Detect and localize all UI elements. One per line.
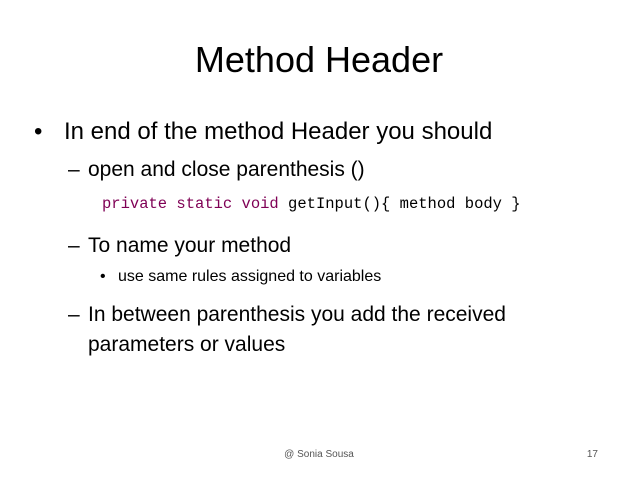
sub-item-text: open and close parenthesis () [88,158,365,181]
page-number: 17 [586,449,598,460]
slide-title: Method Header [194,39,444,80]
code-example [102,193,521,215]
bullet-marker: • [100,268,106,285]
footer-author: @ Sonia Sousa [284,449,354,460]
sub-item-text: To name your method [88,234,292,257]
dash-marker: – [68,234,80,257]
code-signature: getInput(){ method body } [278,195,521,213]
sub-item-text: In between parenthesis you add the received [88,303,506,326]
bullet-text: In end of the method Header you should [64,118,493,145]
dash-marker: – [68,158,80,181]
sub-item-continuation: parameters or values [88,333,286,356]
bullet-marker: • [34,118,43,145]
code-keywords: private static void [102,195,279,213]
dash-marker: – [68,303,80,326]
third-level-text: use same rules assigned to variables [118,268,382,285]
